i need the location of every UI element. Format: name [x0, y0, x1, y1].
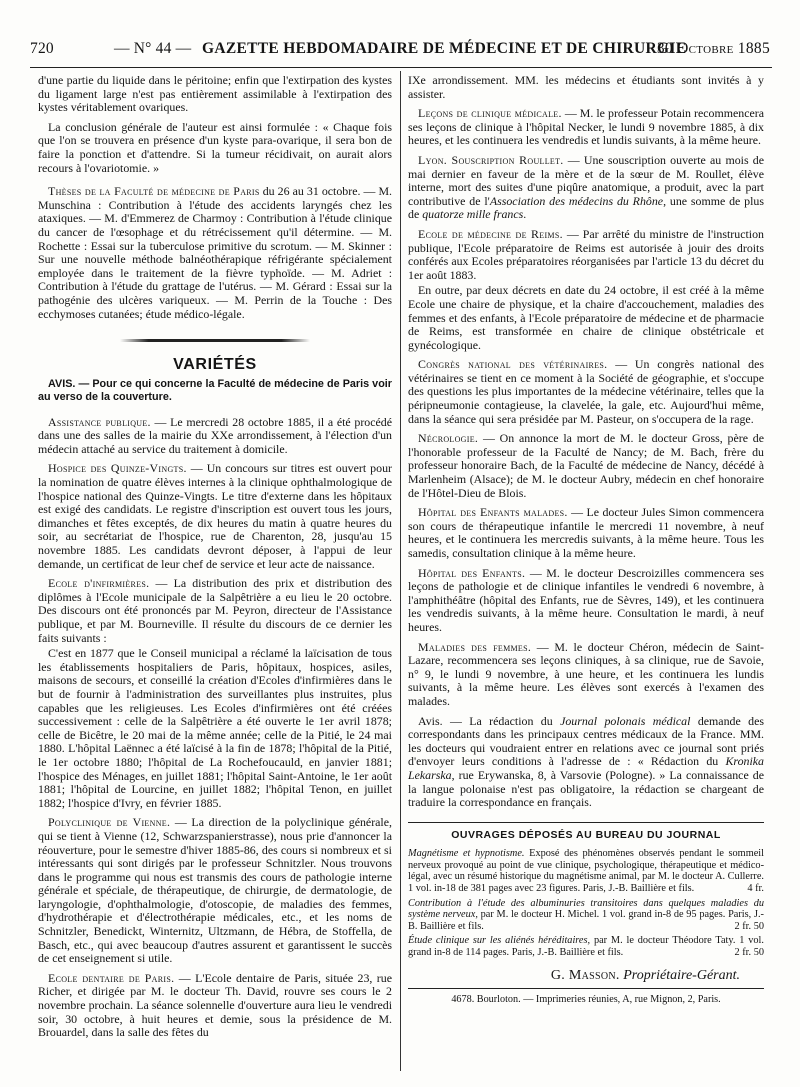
section-separator	[120, 339, 310, 342]
running-header	[28, 40, 772, 62]
enfants-malades-heading: Hôpital des Enfants malades.	[418, 505, 568, 520]
avis-polonais-item	[408, 715, 764, 810]
column-divider	[400, 71, 401, 1071]
faculty-notice: AVIS. — Pour ce qui concerne la Faculté de médecine de Paris voir au verso de la couverture.	[38, 377, 392, 403]
enfants-malades-item	[408, 506, 764, 560]
lyon-text-middle: , une somme de plus de	[408, 193, 764, 222]
deposit-entry	[408, 848, 764, 894]
publisher-name: G. Masson.	[550, 967, 620, 983]
maladies-femmes-heading: Maladies des femmes.	[418, 639, 532, 654]
left-column	[38, 74, 392, 1046]
section-title-varietes: VARIÉTÉS	[173, 356, 257, 374]
reims-heading: Ecole de médecine de Reims.	[418, 226, 563, 241]
imprint-rule	[408, 988, 764, 989]
lyon-text-before: — Une souscription ouverte au mois de mai dernier en faveur de la mère et de la sœur de M. Roullet, élève interne, mort des suites d'une piqûre anatomique, a produit, avec la part contributive de l'	[408, 152, 764, 208]
deposit-entry-price: 4 fr.	[747, 883, 764, 895]
publisher-role: Propriétaire-Gérant.	[623, 967, 740, 983]
polyclinique-text: — La direction de la polyclinique générale, qui se tient à Vienne (12, Schwarzspanierstrasse), nous prie d'annoncer la réouverture, pour le semestre d'hiver 1885-86, des cours si nombreux et si intéressants qui sont dirigés par le professeur Schnitzler. Nous trouvons dans le programme qui nous est transmis des cours de pathologie interne générale et spéciale, de thérapeutique, de chirurgie, de dermatologie, de laryngologie, d'ophthalmologie, d'otoscopie, de maladies des femmes, d'hydrothérapie et d'électrothérapie médicales, etc., et les noms de Schnitzler, Benedickt, Winternitz, Ultzmann, de Hébra, de Stoffella, de Basch, etc., qui avec beaucoup d'autres assurent et garantissent le succès de cet enseignement si utile.	[38, 815, 392, 966]
infirmieres-continuation: C'est en 1877 que le Conseil municipal a réclamé la laïcisation de tous les établissements hospitaliers de Paris, hôpitaux, hospices, asiles, maisons de secours, et conseillé la création d'Ecoles d'infirmières dans le but de fournir à l'administration des surveillantes plus instruites, plus capables que les religieuses. Les Ecoles d'infirmières ont été créées successivement : celle de la Salpêtrière a été ouverte le 1er avril 1878; celle de Bicêtre, le 20 mai de la même année; celle de la Pitié, le 24 mai 1880. L'hôpital Laënnec a été laïcisé à la fin de 1878; l'hôpital de la Pitié, le 1er octobre 1880; l'hôpital de La Rochefoucauld, en janvier 1881; l'hospice des Ménages, en juillet 1881; l'hôpital Saint-Antoine, le 1er août 1881; l'hôpital de Lourcine, en juillet 1882; l'hôpital Tenon, en juillet 1882; l'hospice d'Ivry, en février 1885.	[38, 646, 392, 810]
deposit-entry-title: Contribution à l'étude des albuminuries transitoires dans quelques maladies du système nerveux,	[408, 897, 764, 921]
infirmieres-item	[38, 577, 392, 645]
enfants-text: — M. le docteur Descroizilles commencera ses leçons de pathologie et de clinique infantiles le vendredi 6 novembre, à l'amphithéâtre (hôpital des Enfants, rue de Sèvres, 149), et les continuera les vendredis suivants, à la même heure. Consultation le mardi, à neuf heures.	[408, 565, 764, 634]
avis-kronika-title: Kronika Lekarska	[408, 754, 764, 782]
quinze-vingts-text: — Un concours sur titres est ouvert pour la nomination de quatre élèves internes à la clinique ophthalmologique de l'hospice national des Quinze-Vingts. Le titre d'externe dans les hôpitaux est exigé des candidats. Le registre d'inscription est ouvert tous les jours, dimanches et fêtes exceptés, de dix heures du matin à quatre heures du soir, au secrétariat de l'hospice, rue de Charenton, 28, jusqu'au 15 novembre 1885. Les candidats devront déposer, à l'appui de leur demande, un certificat de leur chef de service et leur acte de naissance.	[38, 461, 392, 571]
lyon-amount: quatorze mille francs	[422, 207, 524, 222]
congres-item	[408, 358, 764, 426]
deposit-entry-price: 2 fr. 50	[734, 920, 764, 932]
right-column	[408, 74, 764, 1007]
lyon-text-after: .	[523, 207, 527, 222]
polyclinique-item	[38, 816, 392, 966]
polyclinique-heading: Polyclinique de Vienne.	[48, 815, 171, 830]
deposit-entry-title: Étude clinique sur les aliénés héréditaires,	[408, 935, 591, 947]
avis-text-before: Avis. — La rédaction du	[418, 713, 561, 728]
issue-date: 30 Octobre 1885	[656, 40, 770, 57]
dentaire-text: — L'Ecole dentaire de Paris, située 23, rue Richer, et dirigée par M. le docteur Th. David, rouvre ses cours le 2 novembre prochain. La séance solennelle d'ouverture aura lieu le vendredi soir, 30 octobre, à huit heures et demie, sous la présidence de M. Brouardel, dans la salle des fêtes du	[38, 970, 392, 1040]
necrologie-heading: Nécrologie.	[418, 431, 479, 446]
theses-heading: Thèses de la Faculté de médecine de Paris	[48, 184, 260, 199]
dentaire-continuation: IXe arrondissement. MM. les médecins et étudiants sont invités à y assister.	[408, 73, 764, 101]
congres-text: — Un congrès national des vétérinaires se tient en ce moment à la Société de géographie, et s'occupe des questions les plus importantes de la médecine vétérinaire, telles que la péripneumonie contagieuse, la clavelée, la gale, etc. Aujourd'hui même, dans la séance qui sera présidée par M. Pasteur, on s'occupera de la rage.	[408, 357, 764, 426]
theses-text: du 26 au 31 octobre. — M. Munschina : Contribution à l'étude des accidents laryngés chez les ataxiques. — M. d'Emmerez de Charmoy : Contribution à l'étude clinique du cancer de l'œsophage et du rétrécissement qu'il détermine. — M. Rochette : Essai sur la tuberculose primitive du scrotum. — M. Skinner : Sur une nouvelle méthode balnéothérapique réfrigérante spécialement employée dans le traitement de la fièvre typhoïde. — M. Adriet : Contribution à l'étude du grattage de l'utérus. — M. Gérard : Essai sur la pathogénie des ulcères variqueux. — M. Perrin de la Touche : Des ecchymoses cutanées; étude médico-légale.	[38, 184, 393, 321]
deposit-entry-text: par M. le docteur Théodore Taty. 1 vol. grand in-8 de 114 pages. Paris, J.-B. Baillière et fils.	[408, 935, 764, 959]
deposit-entry-price: 2 fr. 50	[734, 947, 764, 959]
reims-continuation: En outre, par deux décrets en date du 24 octobre, il est créé à la même Ecole une chaire de physique, et la chaire d'accouchement, maladies des femmes et des enfants, à l'Ecole préparatoire de médecine et de pharmacie de Reims, est transformée en chaire de clinique obstétricale et gynécologique.	[408, 283, 764, 352]
assistance-text: — Le mercredi 28 octobre 1885, il a été procédé dans une des salles de la mairie du XXe arrondissement, à l'élection d'un médecin attaché au service du traitement à domicile.	[38, 414, 393, 456]
avis-journal-title: Journal polonais médical	[560, 713, 691, 728]
dentaire-item	[38, 972, 392, 1040]
infirmieres-text: — La distribution des prix et distribution des diplômes à l'Ecole municipale de la Salpêtrière a eu lieu le 20 octobre. Des discours ont été prononcés par M. Peyron, directeur de l'Assistance publique, et par M. Bourneville. Il résulte du discours de ce dernier les faits suivants :	[38, 576, 392, 645]
theses-item	[38, 185, 392, 321]
lyon-association: Association des médecins du Rhône	[489, 193, 664, 208]
necrologie-text: — On annonce la mort de M. le docteur Gross, père de l'honorable professeur de la Faculté de Nancy; de M. Bach, frère du professeur honoraire Bach, de la Faculté de médecine de Nancy, décédé à Marlenheim (Alsace); de M. le docteur Aubry, médecin en chef honoraire de l'Hôtel-Dieu de Blois.	[408, 431, 764, 500]
deposit-entry-title: Magnétisme et hypnotisme.	[408, 848, 525, 860]
deposit-entry-text: par M. le docteur H. Michel. 1 vol. grand in-8 de 95 pages. Paris, J.-B. Baillière et fils.	[408, 909, 764, 932]
reims-text: — Par arrêté du ministre de l'instruction publique, l'Ecole préparatoire de Reims est autorisée à jouir des droits conférés aux Ecoles préparatoires réorganisées par l'article 13 du décret du 1er août 1883.	[408, 226, 764, 282]
quinze-vingts-heading: Hospice des Quinze-Vingts.	[48, 461, 187, 476]
deposits-rule	[408, 822, 764, 823]
lecons-item	[408, 107, 764, 148]
deposit-entry	[408, 935, 764, 958]
congres-heading: Congrès national des vétérinaires.	[418, 357, 608, 372]
quinze-vingts-item	[38, 462, 392, 571]
publisher-signature	[408, 969, 740, 983]
avis-text-middle: demande des correspondants dans les principaux centres médicaux de la France. MM. les docteurs qui voudraient entrer en relations avec ce journal sont priés d'envoyer leurs conditions à l'adresse de : « Rédaction du	[408, 713, 764, 769]
assistance-heading: Assistance publique.	[48, 414, 151, 429]
issue-number: — N° 44 —	[114, 40, 192, 57]
page-number: 720	[30, 40, 54, 57]
journal-title: GAZETTE HEBDOMADAIRE DE MÉDECINE ET DE CHIRURGIE	[202, 40, 687, 57]
lyon-item	[408, 154, 764, 222]
lyon-heading: Lyon. Souscription Roullet.	[418, 152, 564, 167]
lecons-heading: Leçons de clinique médicale.	[418, 106, 562, 121]
necrologie-item	[408, 432, 764, 500]
reims-item	[408, 228, 764, 282]
deposit-entry	[408, 898, 764, 933]
assistance-item	[38, 416, 392, 457]
lecons-text: — M. le professeur Potain recommencera ses leçons de clinique à l'hôpital Necker, le lundi 9 novembre 1885, à dix heures, et les continuera les vendredis et lundis suivants, à la même heure.	[408, 106, 764, 148]
conclusion-paragraph: La conclusion générale de l'auteur est ainsi formulée : « Chaque fois que l'on se trouvera en présence d'un kyste para-ovarique, il sera bon de faire la ponction et d'attendre. Si la tumeur récidivait, on aurait alors recours à l'ovariotomie. »	[38, 119, 392, 175]
enfants-item	[408, 567, 764, 635]
header-rule	[30, 67, 772, 68]
opening-paragraph: d'une partie du liquide dans le péritoine; enfin que l'extirpation des kystes du ligament large n'est pas entièrement assimilable à l'extirpation des kystes véritablement ovariques.	[38, 73, 392, 115]
enfants-malades-text: — Le docteur Jules Simon commencera son cours de thérapeutique infantile le mercredi 11 novembre, à neuf heures, et le continuera les mercredis suivants, à la même heure. Tous les samedis, consultation clinique à la même heure.	[408, 505, 765, 560]
maladies-femmes-text: — M. le docteur Chéron, médecin de Saint-Lazare, recommencera ses leçons cliniques, à sa clinique, rue de Savoie, n° 9, le lundi 9 novembre, à une heure, et les continuera les lundis suivants, à la même heure. Les élèves sont exercés à l'examen des malades.	[408, 639, 764, 708]
dentaire-heading: Ecole dentaire de Paris.	[48, 970, 175, 985]
avis-text-after: , rue Erywanska, 8, à Varsovie (Pologne). » La connaissance de la langue polonaise n'est pas obligatoire, la rédaction se chargeant de traduire la correspondance en français.	[408, 767, 764, 810]
deposits-title: OUVRAGES DÉPOSÉS AU BUREAU DU JOURNAL	[451, 828, 721, 841]
enfants-heading: Hôpital des Enfants.	[418, 565, 526, 580]
deposit-entry-text: Exposé des phénomènes observés pendant le sommeil nerveux provoqué au point de vue clinique, psychologique, thérapeutique et médico-légal, avec un résumé historique du magnétisme animal, par M. le docteur A. Cullerre. 1 vol. in-18 de 381 pages avec 23 figures. Paris, J.-B. Baillière et fils.	[408, 848, 764, 895]
maladies-femmes-item	[408, 641, 764, 709]
printer-imprint: 4678. Bourloton. — Imprimeries réunies, A, rue Mignon, 2, Paris.	[451, 994, 721, 1006]
infirmieres-heading: Ecole d'infirmières.	[48, 576, 150, 591]
